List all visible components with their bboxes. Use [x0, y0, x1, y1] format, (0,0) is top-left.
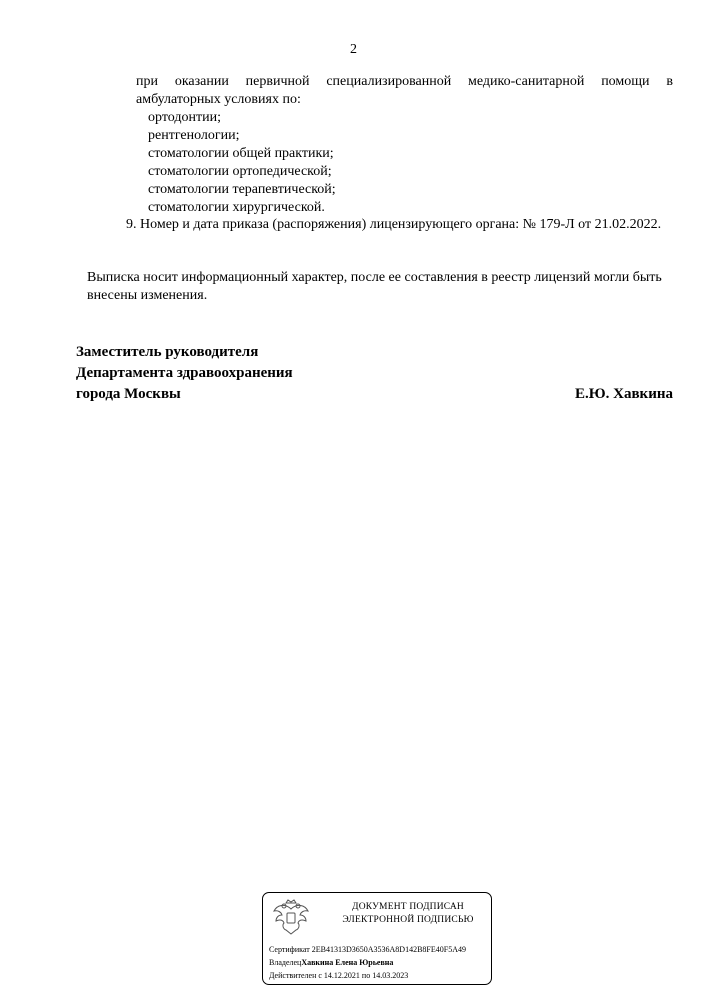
- point-9: 9. Номер и дата приказа (распоряжения) лицензирующего органа: № 179-Л от 21.02.2022.: [126, 217, 662, 232]
- stamp-title-line-1: ДОКУМЕНТ ПОДПИСАН: [352, 902, 464, 912]
- signer-position-1: Заместитель руководителя: [76, 344, 259, 360]
- signer-position-2: Департамента здравоохранения: [76, 365, 293, 381]
- stamp-validity: Действителен с 14.12.2021 по 14.03.2023: [269, 971, 409, 980]
- intro-line-1: при оказании первичной специализированной медико-санитарной помощи в: [136, 74, 673, 89]
- stamp-owner-value: Хавкина Елена Юрьевна: [301, 958, 394, 967]
- stamp-title: [323, 901, 492, 927]
- stamp-certificate: [269, 945, 466, 955]
- stamp-owner-label: Владелец: [269, 958, 302, 967]
- stamp-certificate-label: Сертификат: [269, 945, 310, 954]
- page-number: 2: [350, 42, 357, 57]
- signer-position-3: города Москвы: [76, 386, 181, 402]
- list-item: ортодонтии;: [148, 110, 221, 125]
- signer-name: Е.Ю. Хавкина: [574, 386, 673, 402]
- note-line-2: внесены изменения.: [87, 288, 208, 303]
- list-item: стоматологии общей практики;: [148, 146, 334, 161]
- list-item: стоматологии ортопедической;: [148, 164, 332, 179]
- intro-line-2: амбулаторных условиях по:: [136, 92, 301, 107]
- list-item: рентгенологии;: [148, 128, 240, 143]
- stamp-title-line-2: ЭЛЕКТРОННОЙ ПОДПИСЬЮ: [342, 915, 474, 925]
- list-item: стоматологии хирургической.: [148, 200, 325, 215]
- note-line-1: Выписка носит информационный характер, после ее составления в реестр лицензий могли быть: [87, 270, 662, 285]
- stamp-certificate-value: 2EB41313D3650A3536A8D142B8FE40F5A49: [311, 945, 466, 954]
- electronic-signature-stamp: [262, 892, 492, 985]
- list-item: стоматологии терапевтической;: [148, 182, 336, 197]
- coat-of-arms-icon: [271, 899, 311, 937]
- stamp-owner: [269, 958, 393, 968]
